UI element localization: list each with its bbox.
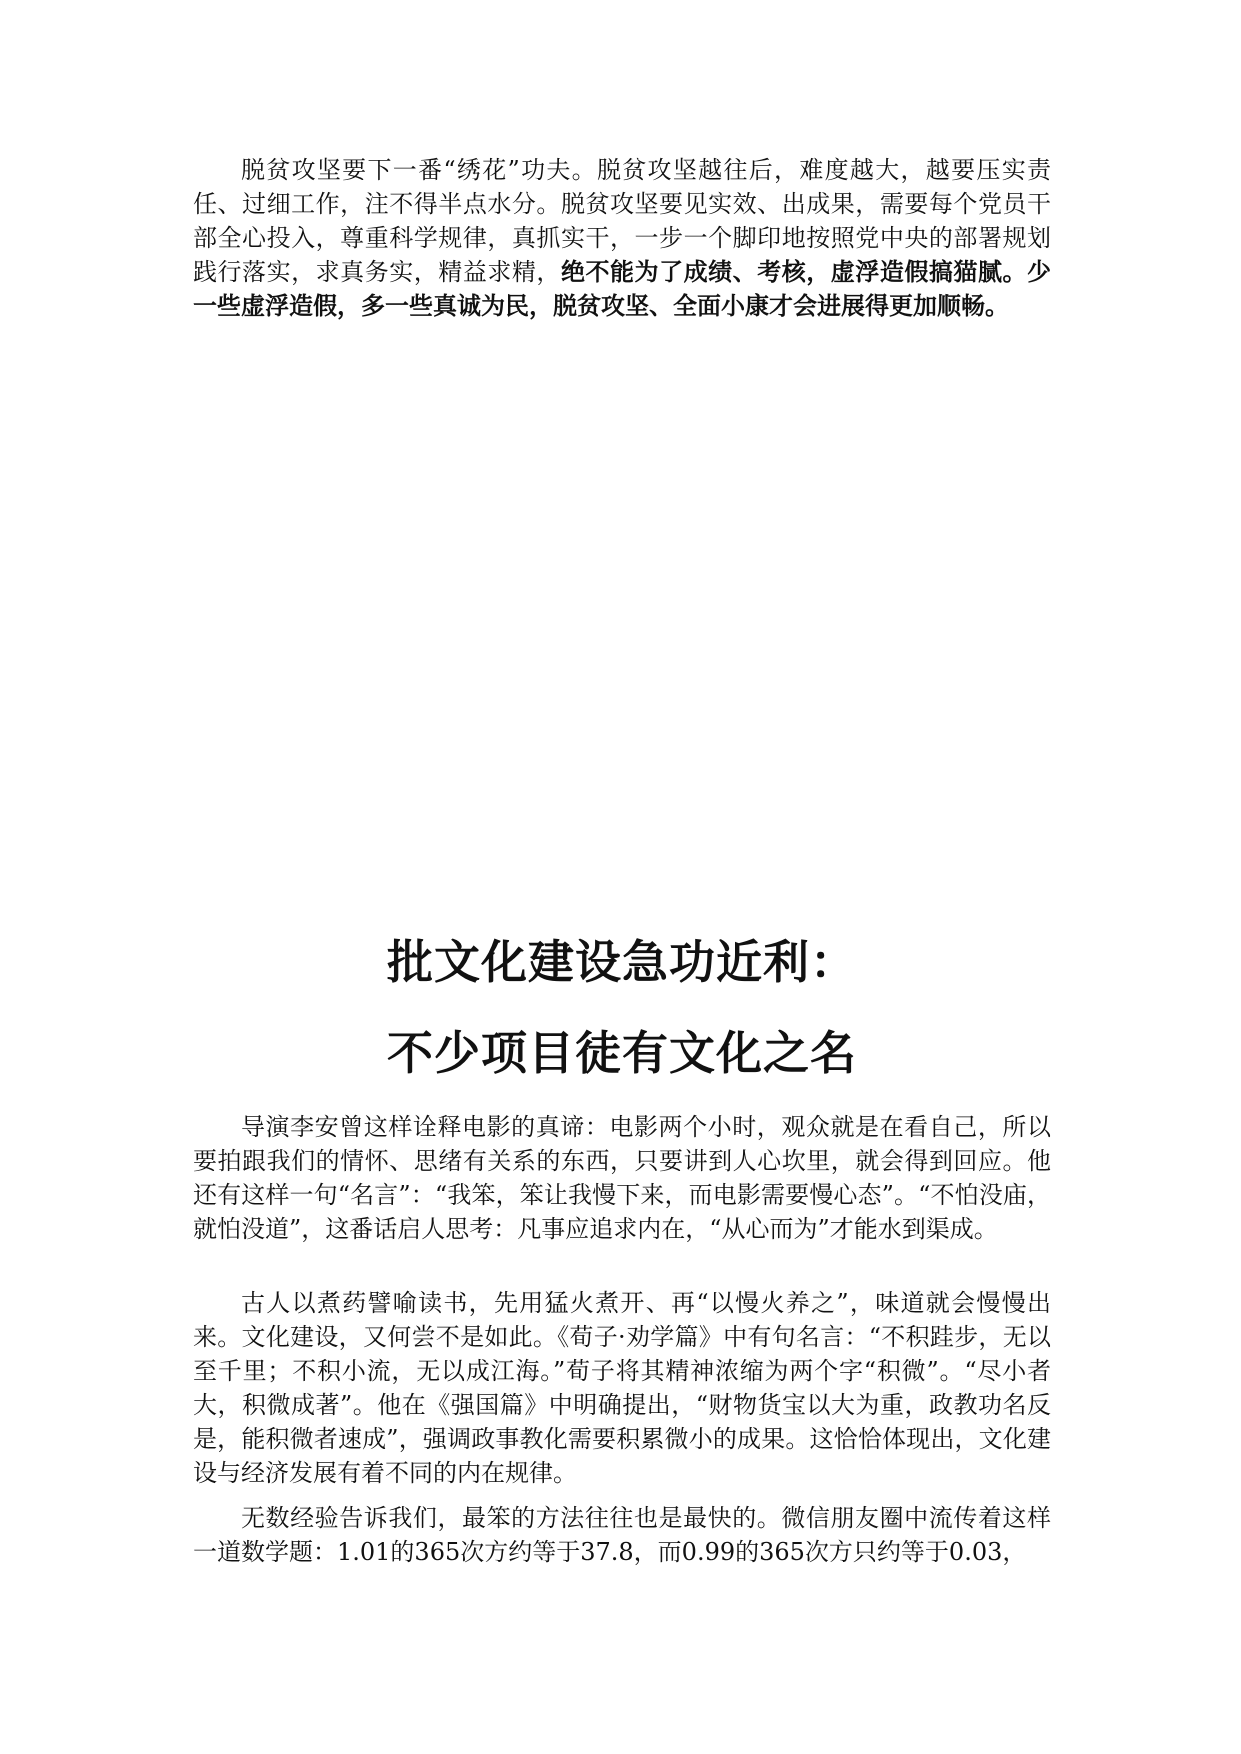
intro-paragraph-text: 脱贫攻坚要下一番“绣花”功夫。脱贫攻坚越往后，难度越大，越要压实责任、过细工作，注不得半点水分。脱贫攻坚要见实效、出成果，需要每个党员干部全心投入，尊重科学规律，真抓实干，一步一个脚印地按照党中央的部署规划践行落实，求真务实，精益求精， — [193, 156, 1051, 286]
intro-paragraph — [193, 153, 1051, 323]
article-title-line-1: 批文化建设急功近利： — [387, 935, 857, 989]
intro-paragraph-bold-text: 绝不能为了成绩、考核，虚浮造假搞猫腻。少一些虚浮造假，多一些真诚为民，脱贫攻坚、全面小康才会进展得更加顺畅。 — [193, 258, 1052, 320]
article-paragraph-3: 无数经验告诉我们，最笨的方法往往也是最快的。微信朋友圈中流传着这样一道数学题：1.01的365次方约等于37.8，而0.99的365次方只约等于0.03， — [193, 1504, 1051, 1566]
article-paragraph-2: 古人以煮药譬喻读书，先用猛火煮开、再“以慢火养之”，味道就会慢慢出来。文化建设，又何尝不是如此。《荀子·劝学篇》中有句名言：“不积跬步，无以至千里；不积小流，无以成江海。”荀子将其精神浓缩为两个字“积微”。“尽小者大，积微成著”。他在《强国篇》中明确提出，“财物货宝以大为重，政教功名反是，能积微者速成”，强调政事教化需要积累微小的成果。这恰恰体现出，文化建设与经济发展有着不同的内在规律。 — [193, 1289, 1051, 1487]
article-paragraph-1: 导演李安曾这样诠释电影的真谛：电影两个小时，观众就是在看自己，所以要拍跟我们的情怀、思绪有关系的东西，只要讲到人心坎里，就会得到回应。他还有这样一句“名言”：“我笨，笨让我慢下来，而电影需要慢心态”。“不怕没庙，就怕没道”，这番话启人思考：凡事应追求内在，“从心而为”才能水到渠成。 — [193, 1113, 1051, 1243]
article-title-line-2: 不少项目徒有文化之名 — [387, 1026, 857, 1080]
